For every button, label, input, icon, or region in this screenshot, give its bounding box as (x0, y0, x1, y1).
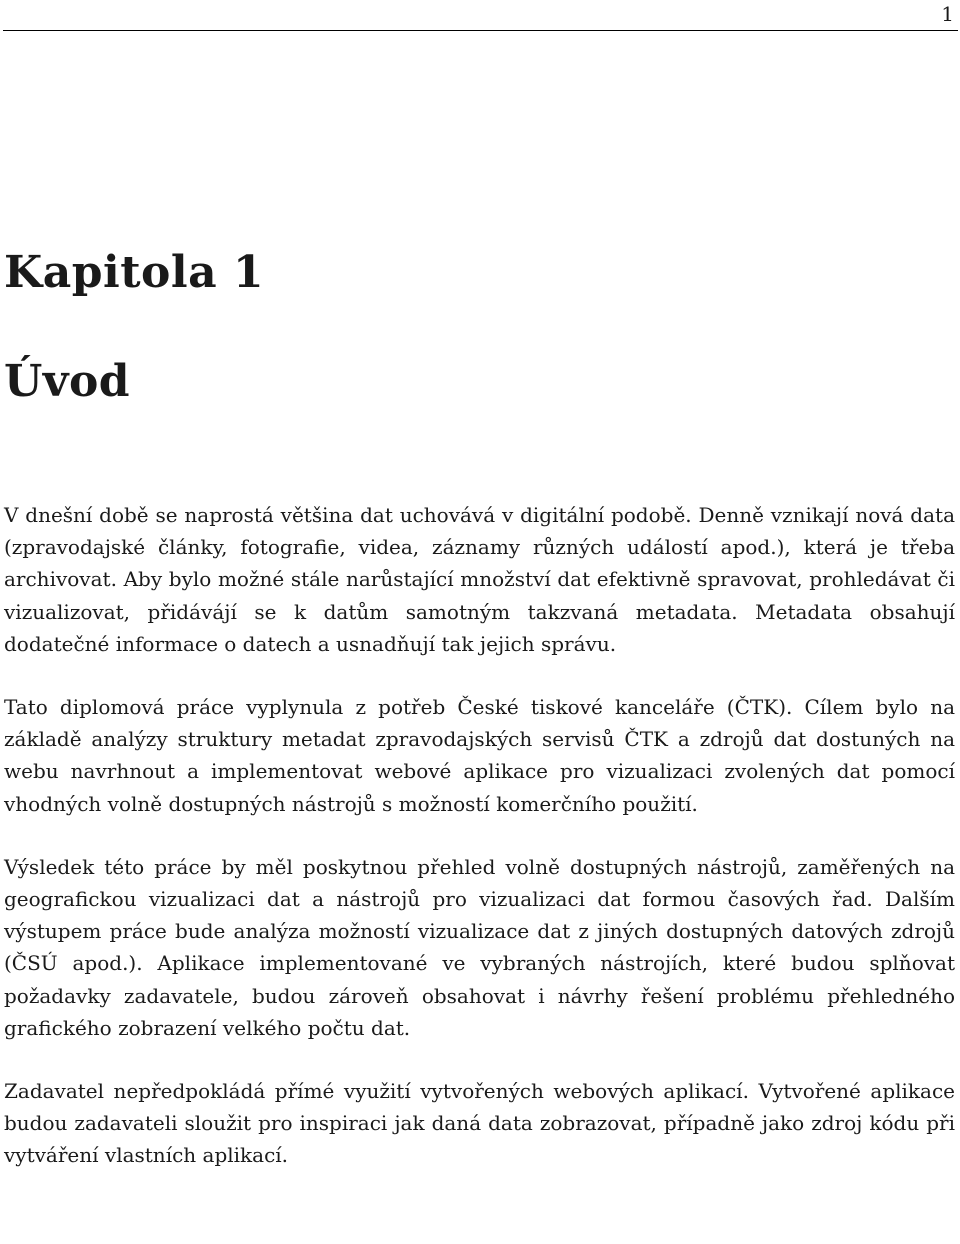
body-text (4, 499, 955, 1172)
header-rule (3, 30, 958, 31)
paragraph-1: V dnešní době se naprostá většina dat uchovává v digitální podobě. Denně vznikají nová data (zpravodajské články, fotografie, videa, záznamy různých událostí apod.), která je třeba archivovat. Aby bylo možné stále narůstající množství dat efektivně spravovat, prohledávat či vizualizovat, přidávájí se k datům samotným takzvaná metadata. Metadata obsahují dodatečné informace o datech a usnadňují tak jejich správu. (4, 503, 955, 656)
paragraph-2: Tato diplomová práce vyplynula z potřeb České tiskové kanceláře (ČTK). Cílem bylo na základě analýzy struktury metadat zpravodajských servisů ČTK a zdrojů dat dostuných na webu navrhnout a implementovat webové aplikace pro vizualizaci zvolených dat pomocí vhodných volně dostupných nástrojů s možností komerčního použití. (4, 695, 955, 816)
page-number: 1 (941, 2, 954, 26)
paragraph-3: Výsledek této práce by měl poskytnou přehled volně dostupných nástrojů, zaměřených na geografickou vizualizaci dat a nástrojů pro vizualizaci dat formou časových řad. Dalším výstupem práce bude analýza možností vizualizace dat z jiných dostupných datových zdrojů (ČSÚ apod.). Aplikace implementované ve vybraných nástrojích, které budou splňovat požadavky zadavatele, budou zároveň obsahovat i návrhy řešení problému přehledného grafického zobrazení velkého počtu dat. (4, 854, 955, 1040)
chapter-label: Kapitola 1 (4, 247, 265, 298)
chapter-title: Úvod (4, 356, 131, 407)
paragraph-4: Zadavatel nepředpokládá přímé využití vytvořených webových aplikací. Vytvořené aplikace budou zadavateli sloužit pro inspiraci jak daná data zobrazovat, případně jako zdroj kódu při vytváření vlastních aplikací. (4, 1079, 955, 1168)
